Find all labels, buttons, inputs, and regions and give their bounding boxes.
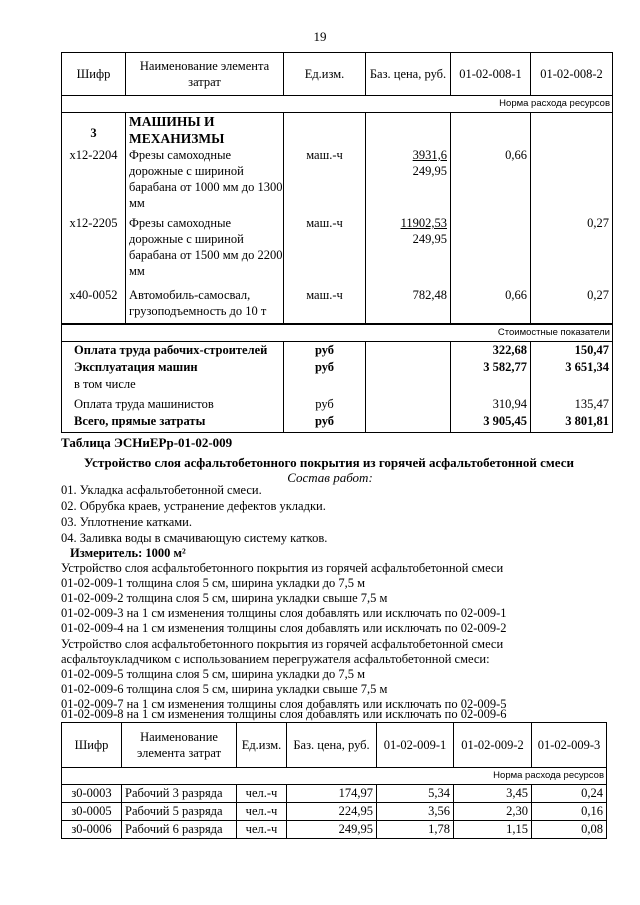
row-value-2: 2,30 bbox=[454, 803, 532, 821]
summary-row bbox=[62, 359, 613, 376]
table-header-row bbox=[62, 723, 607, 768]
summary-value-1: 3 905,45 bbox=[451, 413, 531, 433]
summary-row bbox=[62, 342, 613, 360]
description-line: 01-02-009-8 на 1 см изменения толщины слоя добавлять или исключать по 02-009-6 bbox=[61, 707, 507, 721]
row-name: Фрезы самоходные дорожные с шириной барабана от 1000 мм до 1300 мм bbox=[126, 147, 284, 215]
row-value-2: 0,27 bbox=[531, 215, 613, 287]
work-item: 01. Укладка асфальтобетонной смеси. bbox=[61, 483, 262, 497]
description-line: 01-02-009-3 на 1 см изменения толщины слоя добавлять или исключать по 02-009-1 bbox=[61, 606, 507, 620]
row-price-2: 249,95 bbox=[412, 232, 447, 246]
table-header-row bbox=[62, 53, 613, 96]
row-value-2 bbox=[531, 147, 613, 215]
description-line: Устройство слоя асфальтобетонного покрытия из горячей асфальтобетонной смеси bbox=[61, 561, 504, 575]
description-line: 01-02-009-1 толщина слоя 5 см, ширина укладки до 7,5 м bbox=[61, 576, 366, 590]
row-price: 11902,53 bbox=[400, 216, 447, 230]
row-name: Рабочий 6 разряда bbox=[122, 821, 237, 839]
row-value-1: 3,56 bbox=[377, 803, 454, 821]
summary-label: Оплата труда машинистов bbox=[74, 397, 214, 411]
row-unit: маш.-ч bbox=[284, 287, 366, 324]
work-item: 03. Уплотнение катками. bbox=[61, 515, 192, 529]
row-code: з0-0005 bbox=[62, 803, 122, 821]
row-unit: чел.-ч bbox=[237, 803, 287, 821]
header-col-1: 01-02-009-1 bbox=[377, 723, 454, 768]
summary-row bbox=[62, 376, 613, 393]
table-row bbox=[62, 215, 613, 287]
row-code: х12-2204 bbox=[69, 148, 118, 162]
section-row bbox=[62, 113, 613, 148]
section-title: МАШИНЫ И МЕХАНИЗМЫ bbox=[126, 113, 284, 148]
summary-label: Оплата труда рабочих-строителей bbox=[74, 343, 268, 357]
header-price: Баз. цена, руб. bbox=[366, 53, 451, 96]
summary-value-1: 310,94 bbox=[451, 393, 531, 413]
summary-value-2: 3 801,81 bbox=[531, 413, 613, 433]
band-norm: Норма расхода ресурсов bbox=[62, 96, 613, 113]
description-line: 01-02-009-6 толщина слоя 5 см, ширина укладки свыше 7,5 м bbox=[61, 682, 388, 696]
table-row bbox=[62, 803, 607, 821]
row-price: 249,95 bbox=[287, 821, 377, 839]
row-unit: маш.-ч bbox=[284, 147, 366, 215]
header-unit: Ед.изм. bbox=[237, 723, 287, 768]
resource-table-01-02-009 bbox=[61, 722, 607, 839]
table-title: Таблица ЭСНиЕРр-01-02-009 bbox=[61, 435, 233, 450]
row-value-2: 0,27 bbox=[531, 287, 613, 324]
table-row bbox=[62, 287, 613, 324]
row-value-3: 0,16 bbox=[532, 803, 607, 821]
summary-unit: руб bbox=[284, 342, 366, 360]
table-row bbox=[62, 147, 613, 215]
row-name: Автомобиль-самосвал, грузоподъемность до 10 т bbox=[126, 287, 284, 324]
table-row bbox=[62, 821, 607, 839]
summary-unit: руб bbox=[284, 413, 366, 433]
description-line: асфальтоукладчиком с использованием перегружателя асфальтобетонной смеси: bbox=[61, 652, 490, 666]
row-price: 174,97 bbox=[287, 785, 377, 803]
works-heading: Состав работ: bbox=[287, 470, 373, 485]
row-code: з0-0006 bbox=[62, 821, 122, 839]
summary-value-2: 150,47 bbox=[531, 342, 613, 360]
section-code: 3 bbox=[90, 126, 97, 140]
header-code: Шифр bbox=[62, 723, 122, 768]
description-line: Устройство слоя асфальтобетонного покрытия из горячей асфальтобетонной смеси bbox=[61, 637, 504, 651]
page-number: 19 bbox=[313, 29, 327, 44]
row-unit: маш.-ч bbox=[284, 215, 366, 287]
row-value-3: 0,08 bbox=[532, 821, 607, 839]
summary-row bbox=[62, 413, 613, 433]
row-unit: чел.-ч bbox=[237, 785, 287, 803]
row-value-2: 1,15 bbox=[454, 821, 532, 839]
row-value-1: 0,66 bbox=[451, 287, 531, 324]
summary-value-2: 135,47 bbox=[531, 393, 613, 413]
summary-value-1: 3 582,77 bbox=[451, 359, 531, 376]
summary-unit: руб bbox=[284, 359, 366, 376]
row-value-1: 5,34 bbox=[377, 785, 454, 803]
work-item: 02. Обрубка краев, устранение дефектов укладки. bbox=[61, 499, 326, 513]
summary-unit: руб bbox=[284, 393, 366, 413]
summary-value-1: 322,68 bbox=[451, 342, 531, 360]
summary-label: в том числе bbox=[74, 377, 136, 391]
row-price: 3931,6 bbox=[412, 148, 447, 162]
row-value-1: 0,66 bbox=[451, 147, 531, 215]
description-line: 01-02-009-4 на 1 см изменения толщины слоя добавлять или исключать по 02-009-2 bbox=[61, 621, 507, 635]
row-unit: чел.-ч bbox=[237, 821, 287, 839]
meter-label: Измеритель: 1000 м² bbox=[70, 546, 186, 560]
table-subtitle: Устройство слоя асфальтобетонного покрытия из горячей асфальтобетонной смеси bbox=[84, 455, 574, 470]
summary-row bbox=[62, 393, 613, 413]
row-code: х40-0052 bbox=[69, 288, 118, 302]
row-name: Фрезы самоходные дорожные с шириной барабана от 1500 мм до 2200 мм bbox=[126, 215, 284, 287]
description-line: 01-02-009-5 толщина слоя 5 см, ширина укладки до 7,5 м bbox=[61, 667, 366, 681]
row-code: х12-2205 bbox=[69, 216, 118, 230]
row-name: Рабочий 5 разряда bbox=[122, 803, 237, 821]
row-name: Рабочий 3 разряда bbox=[122, 785, 237, 803]
header-name: Наименование элемента затрат bbox=[122, 723, 237, 768]
row-price: 782,48 bbox=[366, 287, 451, 324]
header-name: Наименование элемента затрат bbox=[126, 53, 284, 96]
header-col-2: 01-02-008-2 bbox=[531, 53, 613, 96]
description-line: 01-02-009-7 на 1 см изменения толщины слоя добавлять или исключать по 02-009-5 bbox=[61, 697, 507, 711]
table-row bbox=[62, 785, 607, 803]
header-col-3: 01-02-009-3 bbox=[532, 723, 607, 768]
row-price-2: 249,95 bbox=[412, 164, 447, 178]
summary-label: Всего, прямые затраты bbox=[74, 414, 206, 428]
row-value-3: 0,24 bbox=[532, 785, 607, 803]
header-col-1: 01-02-008-1 bbox=[451, 53, 531, 96]
work-item: 04. Заливка воды в смачивающую систему катков. bbox=[61, 531, 328, 545]
row-value-1 bbox=[451, 215, 531, 287]
header-unit: Ед.изм. bbox=[284, 53, 366, 96]
summary-label: Эксплуатация машин bbox=[74, 360, 198, 374]
row-code: з0-0003 bbox=[62, 785, 122, 803]
summary-value-2: 3 651,34 bbox=[531, 359, 613, 376]
description-line: 01-02-009-2 толщина слоя 5 см, ширина укладки свыше 7,5 м bbox=[61, 591, 388, 605]
band-cost: Стоимостные показатели bbox=[62, 324, 613, 342]
resource-table-01-02-008 bbox=[61, 52, 613, 433]
band-norm: Норма расхода ресурсов bbox=[62, 768, 607, 785]
header-code: Шифр bbox=[62, 53, 126, 96]
header-col-2: 01-02-009-2 bbox=[454, 723, 532, 768]
row-value-2: 3,45 bbox=[454, 785, 532, 803]
row-price: 224,95 bbox=[287, 803, 377, 821]
row-value-1: 1,78 bbox=[377, 821, 454, 839]
header-price: Баз. цена, руб. bbox=[287, 723, 377, 768]
